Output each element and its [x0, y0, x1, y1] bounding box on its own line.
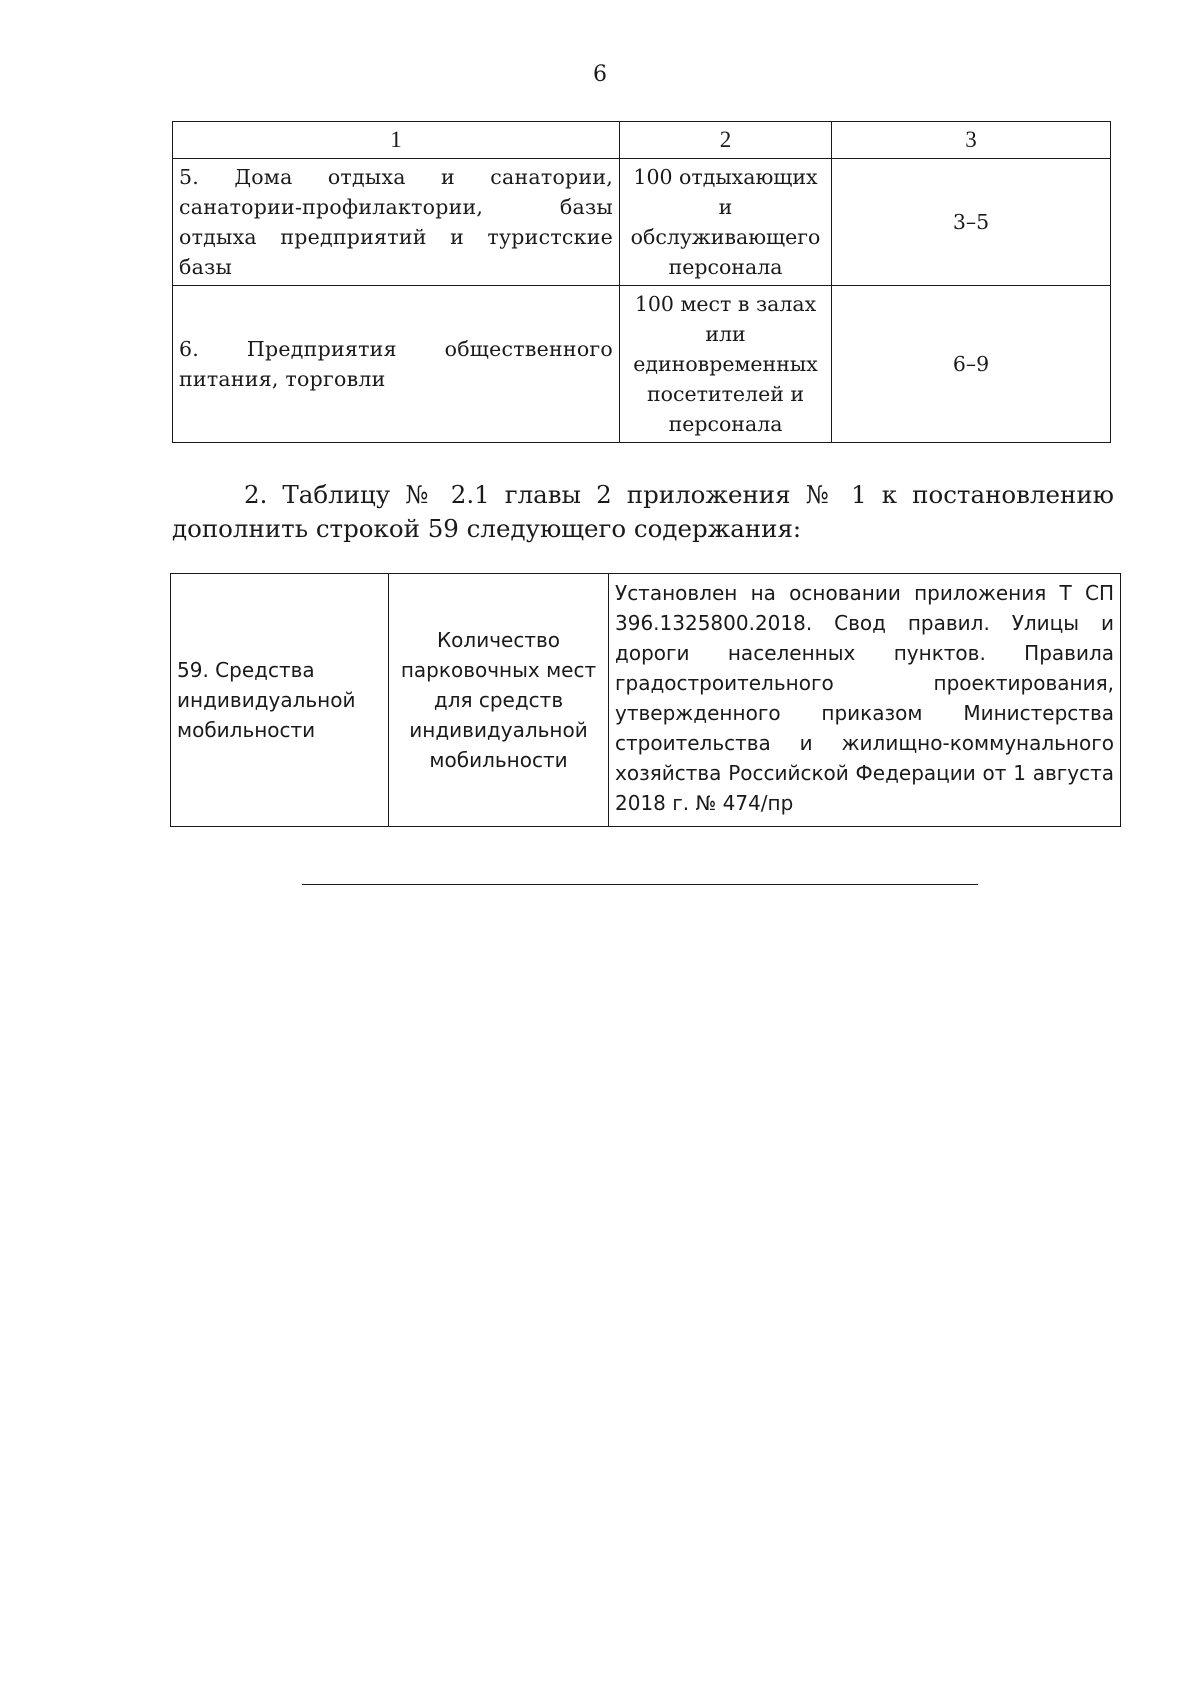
table-row [173, 159, 1111, 286]
facility-name-cell: 6. Предприятия общественного питания, торговли [173, 286, 620, 443]
table-row [171, 574, 1121, 827]
page-number: 6 [593, 62, 607, 87]
basis-cell: Установлен на основании приложения Т СП 396.1325800.2018. Свод правил. Улицы и дороги населенных пунктов. Правила градостроительного проектирования, утвержденного приказом Министерства строительства и жилищно-коммунального хозяйства Российской Федерации от 1 августа 2018 г. № 474/пр [609, 574, 1121, 827]
new-row-table [170, 573, 1121, 827]
closing-rule-line [302, 884, 978, 885]
norm-value-cell: 3–5 [832, 159, 1111, 286]
facility-name-cell: 59. Средства индивидуальной мобильности [171, 574, 389, 827]
calculation-unit-cell: 100 отдыхающих и обслуживающего персонала [620, 159, 832, 286]
column-number-2: 2 [620, 122, 832, 159]
amendment-paragraph-text: 2. Таблицу № 2.1 главы 2 приложения № 1 к постановлению дополнить строкой 59 следующего содержания: [172, 480, 1114, 543]
norm-value-cell: 6–9 [832, 286, 1111, 443]
facility-name-cell: 5. Дома отдыха и санатории, санатории-профилактории, базы отдыха предприятий и туристские базы [173, 159, 620, 286]
table-header-row [173, 122, 1111, 159]
column-number-1: 1 [173, 122, 620, 159]
norms-table-continuation [172, 121, 1111, 443]
calculation-unit-cell: 100 мест в залах или единовременных посетителей и персонала [620, 286, 832, 443]
table-row [173, 286, 1111, 443]
amendment-paragraph [172, 478, 1114, 546]
calculation-unit-cell: Количество парковочных мест для средств индивидуальной мобильности [389, 574, 609, 827]
column-number-3: 3 [832, 122, 1111, 159]
